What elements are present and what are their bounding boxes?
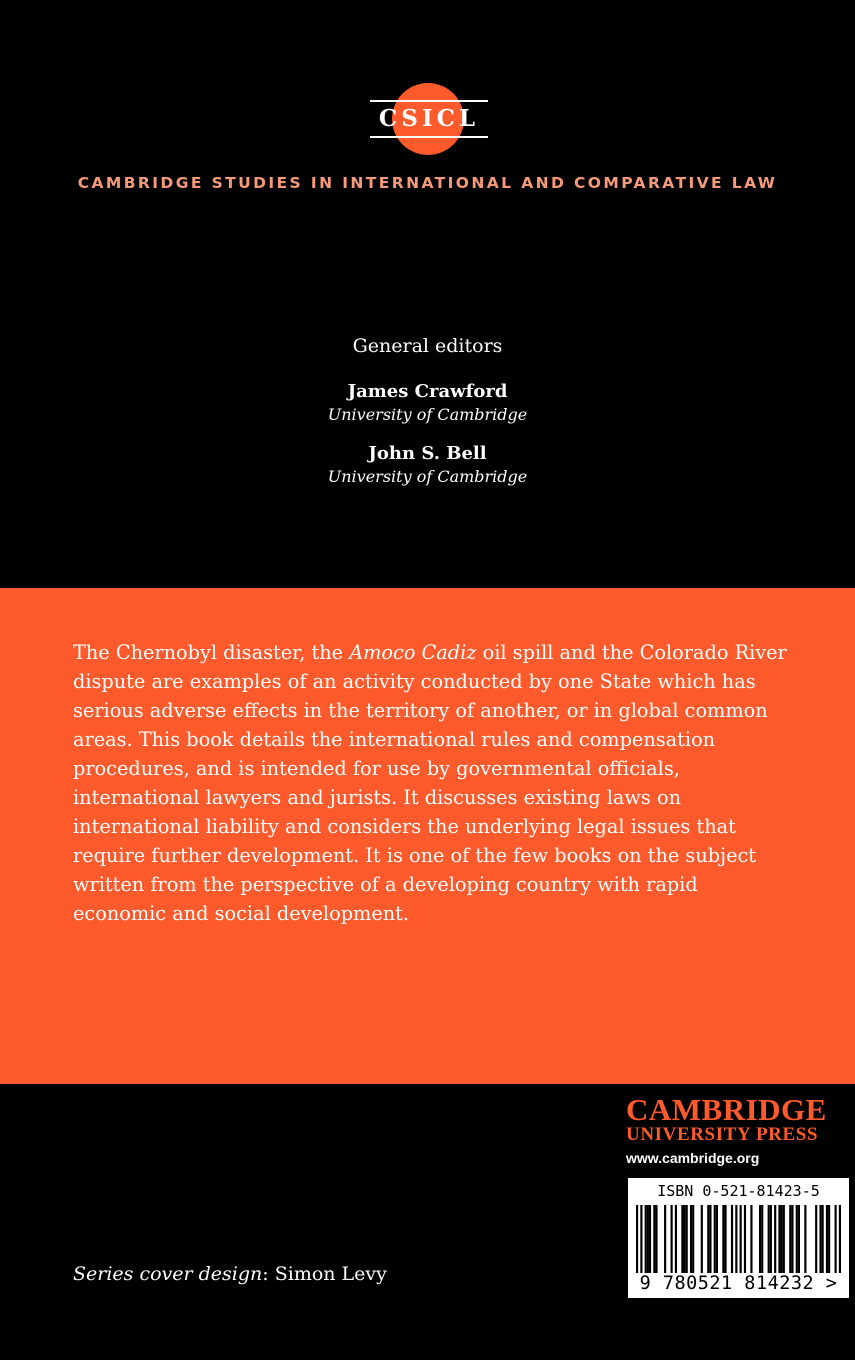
barcode-bar (815, 1205, 817, 1273)
barcode-bar (655, 1205, 657, 1273)
barcode-bar (819, 1205, 821, 1273)
barcode-digits: 9 780521 814232 > (639, 1273, 838, 1294)
barcode-bar (839, 1205, 841, 1273)
barcode-bar (759, 1205, 761, 1273)
barcode-bar (675, 1205, 677, 1273)
editor-name: James Crawford (347, 381, 508, 402)
barcode-bar (798, 1205, 800, 1273)
editor-affiliation: University of Cambridge (327, 467, 528, 486)
barcode-bar (796, 1205, 798, 1273)
barcode-bar (761, 1205, 763, 1273)
barcode-bar (835, 1205, 837, 1273)
isbn-label: ISBN 0-521-81423-5 (657, 1182, 820, 1200)
barcode-bar (692, 1205, 694, 1273)
barcode-bar (791, 1205, 793, 1273)
barcode-bar (804, 1205, 806, 1273)
barcode-bar (636, 1205, 638, 1273)
barcode-bar (722, 1205, 724, 1273)
barcode-bar (640, 1205, 642, 1273)
credit-separator: : (262, 1263, 275, 1285)
barcode-bar (826, 1205, 828, 1273)
barcode-bar (683, 1205, 685, 1273)
barcode-bar (645, 1205, 647, 1273)
csicl-logo (370, 78, 488, 162)
barcode-bar (750, 1205, 752, 1273)
barcode-bar (783, 1205, 785, 1273)
credit-name: Simon Levy (274, 1263, 387, 1285)
logo-rule-bottom (370, 136, 488, 138)
credit-role: Series cover design (73, 1263, 263, 1285)
barcode-bar (653, 1205, 655, 1273)
editor-entry (0, 442, 855, 488)
cover-design-credit (73, 1260, 387, 1288)
isbn-barcode (628, 1178, 849, 1298)
barcode-bar (690, 1205, 692, 1273)
editor-affiliation: University of Cambridge (327, 405, 528, 424)
barcode-bar (709, 1205, 711, 1273)
barcode-bar (707, 1205, 709, 1273)
barcode-bar (647, 1205, 649, 1273)
barcode-bars (636, 1205, 841, 1273)
barcode-bar (774, 1205, 776, 1273)
series-title: CAMBRIDGE STUDIES IN INTERNATIONAL AND COMPARATIVE LAW (77, 174, 778, 192)
barcode-bar (671, 1205, 673, 1273)
barcode-bar (724, 1205, 726, 1273)
logo-rule-top (370, 100, 488, 102)
barcode-bar (744, 1205, 746, 1273)
barcode-bar (822, 1205, 824, 1273)
editor-name: John S. Bell (368, 443, 487, 464)
barcode-bar (664, 1205, 666, 1273)
barcode-bar (789, 1205, 791, 1273)
blurb-text-start: The Chernobyl disaster, the (73, 641, 350, 664)
barcode-bar (681, 1205, 683, 1273)
editors-label: General editors (352, 335, 503, 357)
barcode-bar (731, 1205, 733, 1273)
barcode-bar (768, 1205, 770, 1273)
blurb-band (0, 588, 855, 1084)
barcode-bar (778, 1205, 780, 1273)
logo-text: CSICL (378, 105, 480, 132)
barcode-bar (649, 1205, 651, 1273)
barcode-bar (701, 1205, 703, 1273)
publisher-subtitle: UNIVERSITY PRESS (626, 1124, 819, 1145)
barcode-bar (828, 1205, 830, 1273)
barcode-bar (714, 1205, 716, 1273)
barcode-bar (770, 1205, 772, 1273)
blurb-italic-title: Amoco Cadiz (349, 641, 477, 664)
publisher-logo (626, 1092, 852, 1168)
barcode-bar (735, 1205, 737, 1273)
editor-entry (0, 380, 855, 426)
barcode-bar (716, 1205, 718, 1273)
barcode-bar (686, 1205, 688, 1273)
blurb-text-rest: oil spill and the Colorado River dispute are examples of an activity conducted by one State which has serious adverse effects in the territory of another, or in global common areas. This book details the international rules and compensation procedures, and is intended for use by governmental officials, international lawyers and jurists. It discusses existing laws on international liability and considers the underlying legal issues that require further development. It is one of the few books on the subject written from the perspective of a developing country with rapid economic and social development. (73, 641, 787, 925)
publisher-name: CAMBRIDGE (626, 1092, 827, 1127)
barcode-bar (740, 1205, 742, 1273)
publisher-url: www.cambridge.org (626, 1150, 760, 1166)
barcode-bar (781, 1205, 783, 1273)
book-blurb (73, 638, 789, 928)
